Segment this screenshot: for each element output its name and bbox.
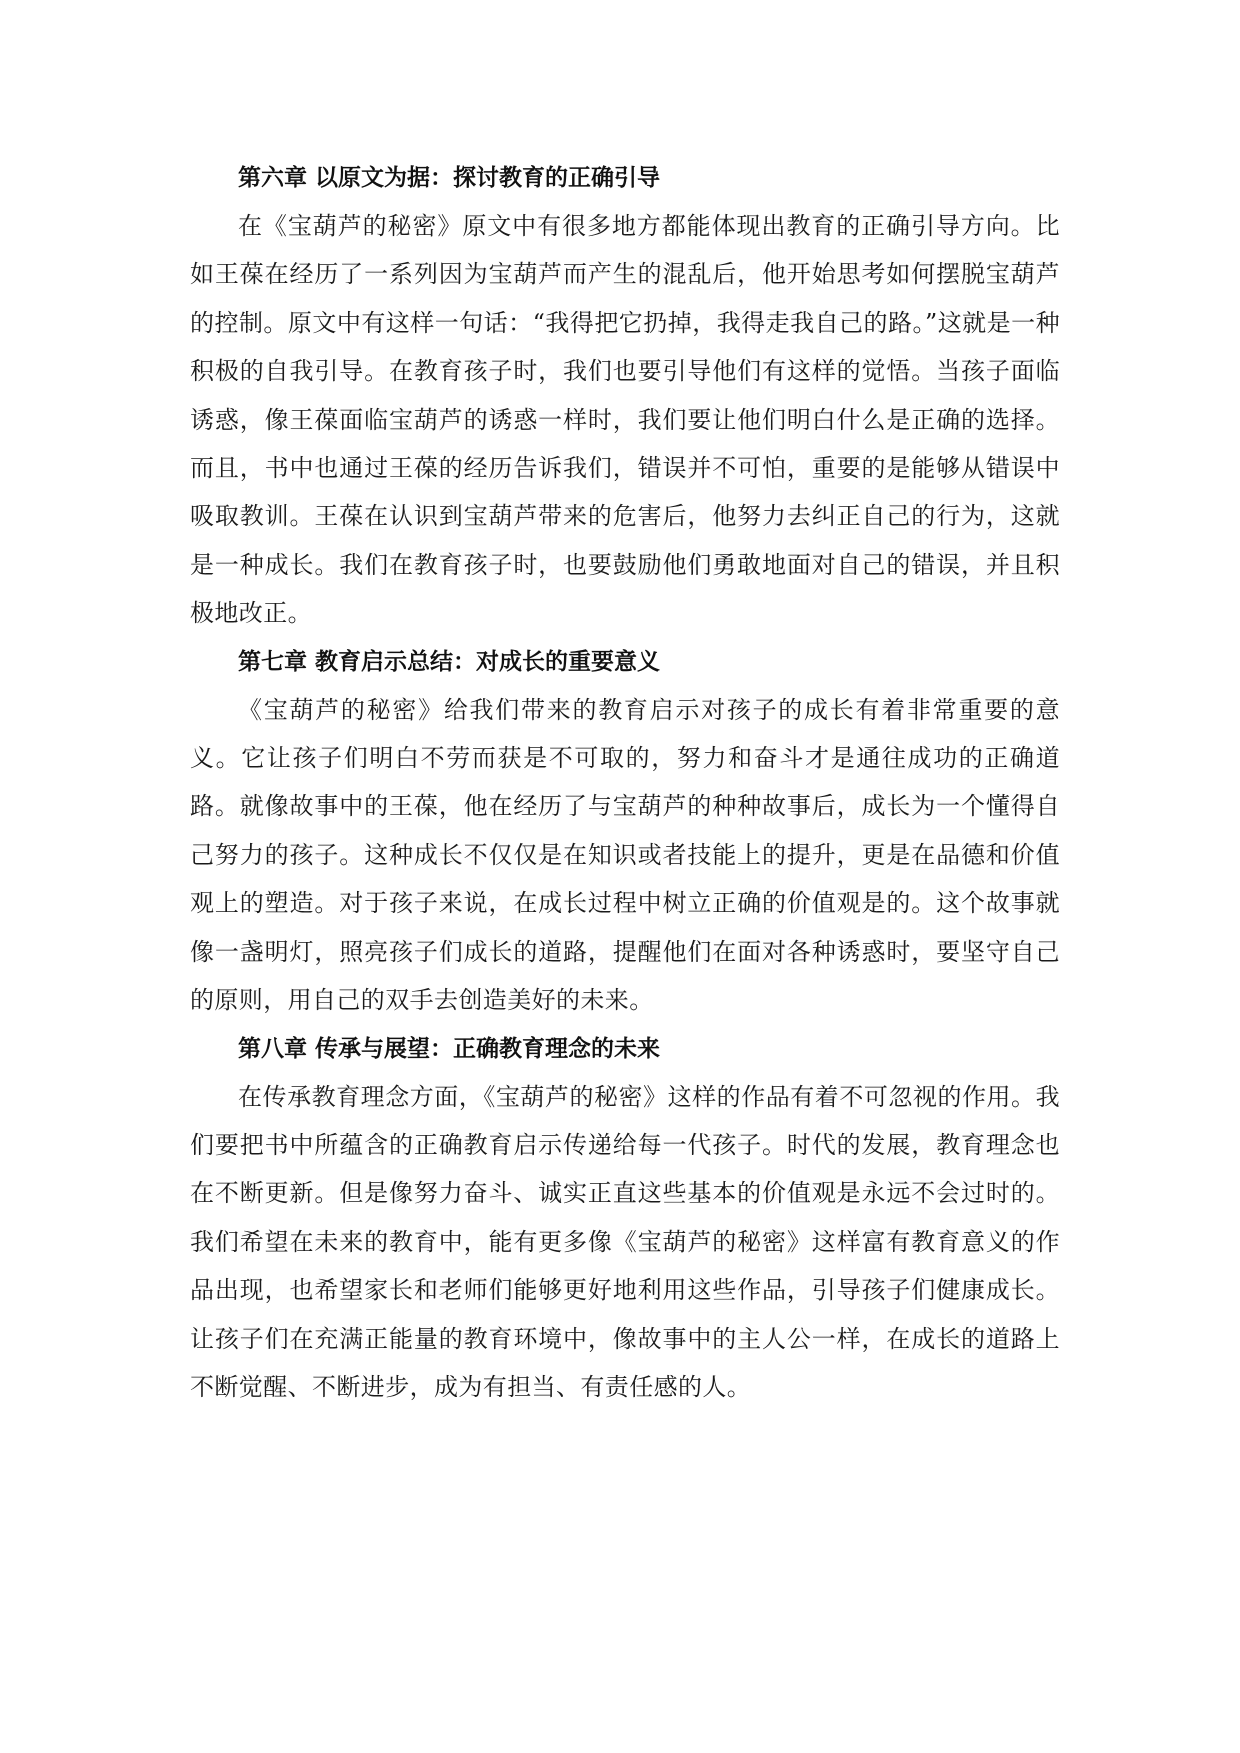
chapter-7-section: [190, 638, 1060, 1025]
document-body: [190, 154, 1060, 1411]
chapter-8-paragraph: 在传承教育理念方面，《宝葫芦的秘密》这样的作品有着不可忽视的作用。我们要把书中所蕴含的正确教育启示传递给每一代孩子。时代的发展，教育理念也在不断更新。但是像努力奋斗、诚实正直这些基本的价值观是永远不会过时的。我们希望在未来的教育中，能有更多像《宝葫芦的秘密》这样富有教育意义的作品出现，也希望家长和老师们能够更好地利用这些作品，引导孩子们健康成长。让孩子们在充满正能量的教育环境中，像故事中的主人公一样，在成长的道路上不断觉醒、不断进步，成为有担当、有责任感的人。: [190, 1082, 1060, 1401]
chapter-6-section: [190, 154, 1060, 638]
chapter-6-heading: 第六章 以原文为据：探讨教育的正确引导: [238, 165, 661, 191]
chapter-8-section: [190, 1025, 1060, 1412]
chapter-8-heading: 第八章 传承与展望：正确教育理念的未来: [238, 1035, 661, 1062]
chapter-7-paragraph: 《宝葫芦的秘密》给我们带来的教育启示对孩子的成长有着非常重要的意义。它让孩子们明白不劳而获是不可取的，努力和奋斗才是通往成功的正确道路。就像故事中的王葆，他在经历了与宝葫芦的种种故事后，成长为一个懂得自己努力的孩子。这种成长不仅仅是在知识或者技能上的提升，更是在品德和价值观上的塑造。对于孩子来说，在成长过程中树立正确的价值观是的。这个故事就像一盏明灯，照亮孩子们成长的道路，提醒他们在面对各种诱惑时，要坚守自己的原则，用自己的双手去创造美好的未来。: [190, 695, 1060, 1015]
chapter-6-paragraph: 在《宝葫芦的秘密》原文中有很多地方都能体现出教育的正确引导方向。比如王葆在经历了一系列因为宝葫芦而产生的混乱后，他开始思考如何摆脱宝葫芦的控制。原文中有这样一句话：“我得把它扔掉，我得走我自己的路。”这就是一种积极的自我引导。在教育孩子时，我们也要引导他们有这样的觉悟。当孩子面临诱惑，像王葆面临宝葫芦的诱惑一样时，我们要让他们明白什么是正确的选择。而且，书中也通过王葆的经历告诉我们，错误并不可怕，重要的是能够从错误中吸取教训。王葆在认识到宝葫芦带来的危害后，他努力去纠正自己的行为，这就是一种成长。我们在教育孩子时，也要鼓励他们勇敢地面对自己的错误，并且积极地改正。: [190, 212, 1060, 628]
chapter-7-heading: 第七章 教育启示总结：对成长的重要意义: [238, 648, 661, 675]
